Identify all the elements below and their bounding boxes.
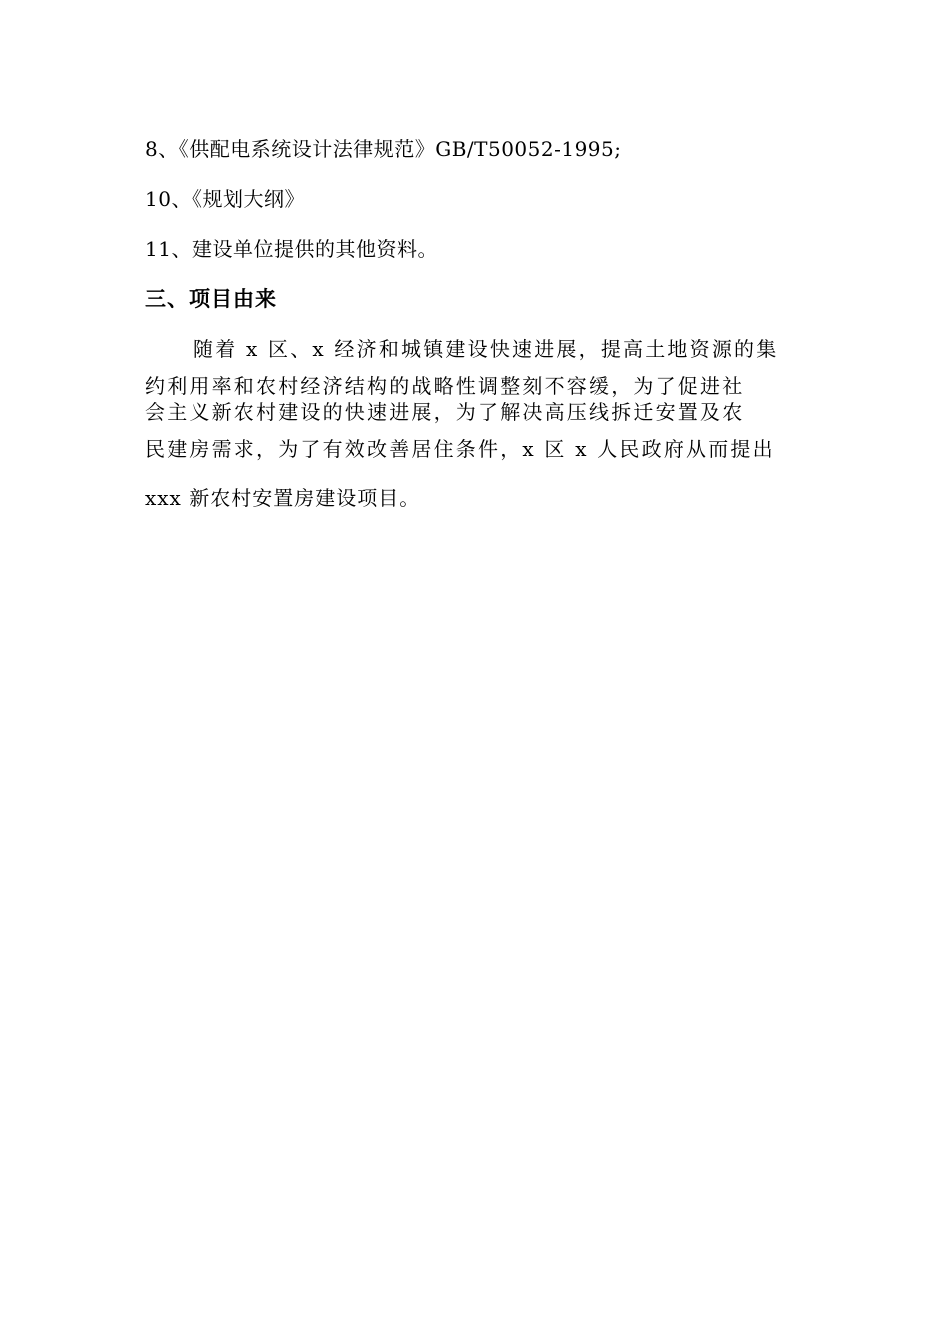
paragraph-line-3: 会主义新农村建设的快速进展，为了解决高压线拆迁安置及农 [145, 400, 745, 424]
section-heading: 三、项目由来 [145, 287, 277, 311]
reference-item-8: 8、《供配电系统设计法律规范》GB/T50052-1995; [145, 137, 622, 161]
paragraph-line-1: 随着 x 区、x 经济和城镇建设快速进展，提高土地资源的集 [193, 337, 779, 361]
reference-item-11: 11、建设单位提供的其他资料。 [145, 237, 438, 261]
paragraph-line-5: xxx 新农村安置房建设项目。 [145, 486, 421, 510]
paragraph-line-2: 约利用率和农村经济结构的战略性调整刻不容缓，为了促进社 [145, 374, 745, 398]
paragraph-line-4: 民建房需求，为了有效改善居住条件，x 区 x 人民政府从而提出 [145, 437, 775, 461]
reference-item-10: 10、《规划大纲》 [145, 187, 305, 211]
